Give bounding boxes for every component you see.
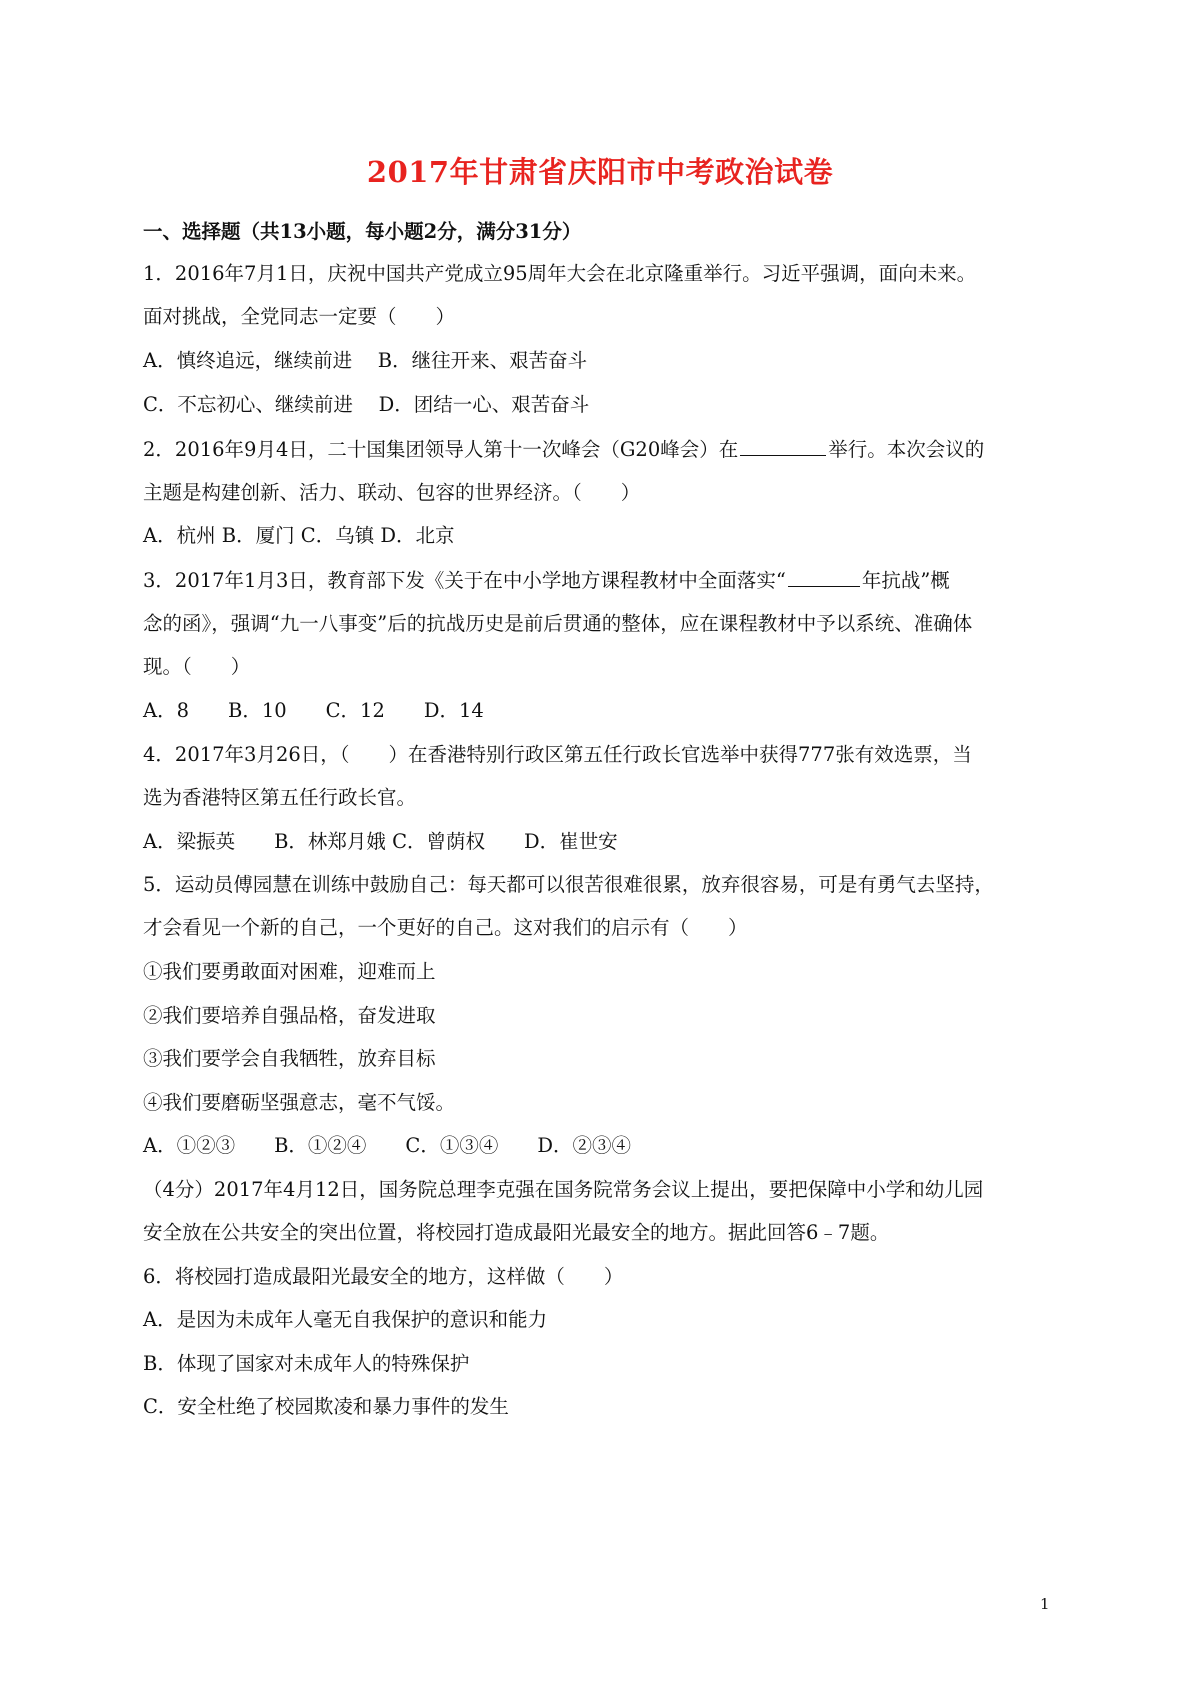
q2-text-line2: 主题是构建创新、活力、联动、包容的世界经济。（ ） [143, 481, 641, 504]
q3-text-line2: 念的函》，强调“九一八事变”后的抗战历史是前后贯通的整体，应在课程教材中予以系统、准确体 [143, 612, 973, 635]
q5-text-line2: 才会看见一个新的自己，一个更好的自己。这对我们的启示有（ ） [143, 916, 748, 939]
q5-item-1: ①我们要勇敢面对困难，迎难而上 [143, 960, 436, 983]
q4-options: A．梁振英 B．林郑月娥 C．曾荫权 D．崔世安 [143, 830, 618, 853]
q5-item-2: ②我们要培养自强品格，奋发进取 [143, 1004, 436, 1027]
q3-text-line1 [143, 566, 1078, 595]
q3-text-line3: 现。（ ） [143, 655, 251, 678]
q2-options: A．杭州 B．厦门 C．乌镇 D．北京 [143, 524, 455, 547]
q3-text-after-blank: 年抗战”概 [861, 569, 950, 592]
q1-options-row2: C．不忘初心、继续前进 D．团结一心、艰苦奋斗 [143, 393, 590, 416]
q2-text-before-blank: 2．2016年9月4日，二十国集团领导人第十一次峰会（G20峰会）在 [143, 438, 739, 461]
q1-text-line1: 1．2016年7月1日，庆祝中国共产党成立95周年大会在北京隆重举行。习近平强调，面向未来。 [143, 262, 977, 285]
q2-answer-blank [740, 435, 826, 456]
q3-text-before-blank: 3．2017年1月3日，教育部下发《关于在中小学地方课程教材中全面落实“ [143, 569, 786, 592]
q6-option-c: C．安全杜绝了校园欺凌和暴力事件的发生 [143, 1395, 509, 1418]
q1-text-line2: 面对挑战，全党同志一定要（ ） [143, 305, 456, 328]
q5-item-3: ③我们要学会自我牺牲，放弃目标 [143, 1047, 436, 1070]
q4-text-line1: 4．2017年3月26日，（ ）在香港特别行政区第五任行政长官选举中获得777张有效选票，当 [143, 743, 972, 766]
q5-item-4: ④我们要磨砺坚强意志，毫不气馁。 [143, 1091, 456, 1114]
q2-text-after-blank: 举行。本次会议的 [828, 438, 985, 461]
group-6-7-stem-line1: （4分）2017年4月12日，国务院总理李克强在国务院常务会议上提出，要把保障中小学和幼儿园 [143, 1178, 984, 1201]
q4-text-line2: 选为香港特区第五任行政长官。 [143, 786, 417, 809]
q1-options-row1: A．慎终追远，继续前进 B．继往开来、艰苦奋斗 [143, 349, 588, 372]
q6-option-b: B．体现了国家对未成年人的特殊保护 [143, 1352, 470, 1375]
section-header: 一、选择题（共13小题，每小题2分，满分31分） [143, 220, 582, 243]
q6-option-a: A．是因为未成年人毫无自我保护的意识和能力 [143, 1308, 548, 1331]
q5-options: A．①②③ B．①②④ C．①③④ D．②③④ [143, 1134, 631, 1157]
q3-answer-blank [788, 566, 860, 587]
q5-text-line1: 5．运动员傅园慧在训练中鼓励自己：每天都可以很苦很难很累，放弃很容易，可是有勇气去坚持， [143, 873, 994, 896]
group-6-7-stem-line2: 安全放在公共安全的突出位置，将校园打造成最阳光最安全的地方。据此回答6﹣7题。 [143, 1221, 890, 1244]
page-title: 2017年甘肃省庆阳市中考政治试卷 [366, 155, 834, 189]
q2-text-line1 [143, 435, 1078, 464]
q6-text: 6．将校园打造成最阳光最安全的地方，这样做（ ） [143, 1265, 624, 1288]
page-number: 1 [1040, 1595, 1050, 1613]
q3-options: A．8 B．10 C．12 D．14 [143, 699, 484, 722]
